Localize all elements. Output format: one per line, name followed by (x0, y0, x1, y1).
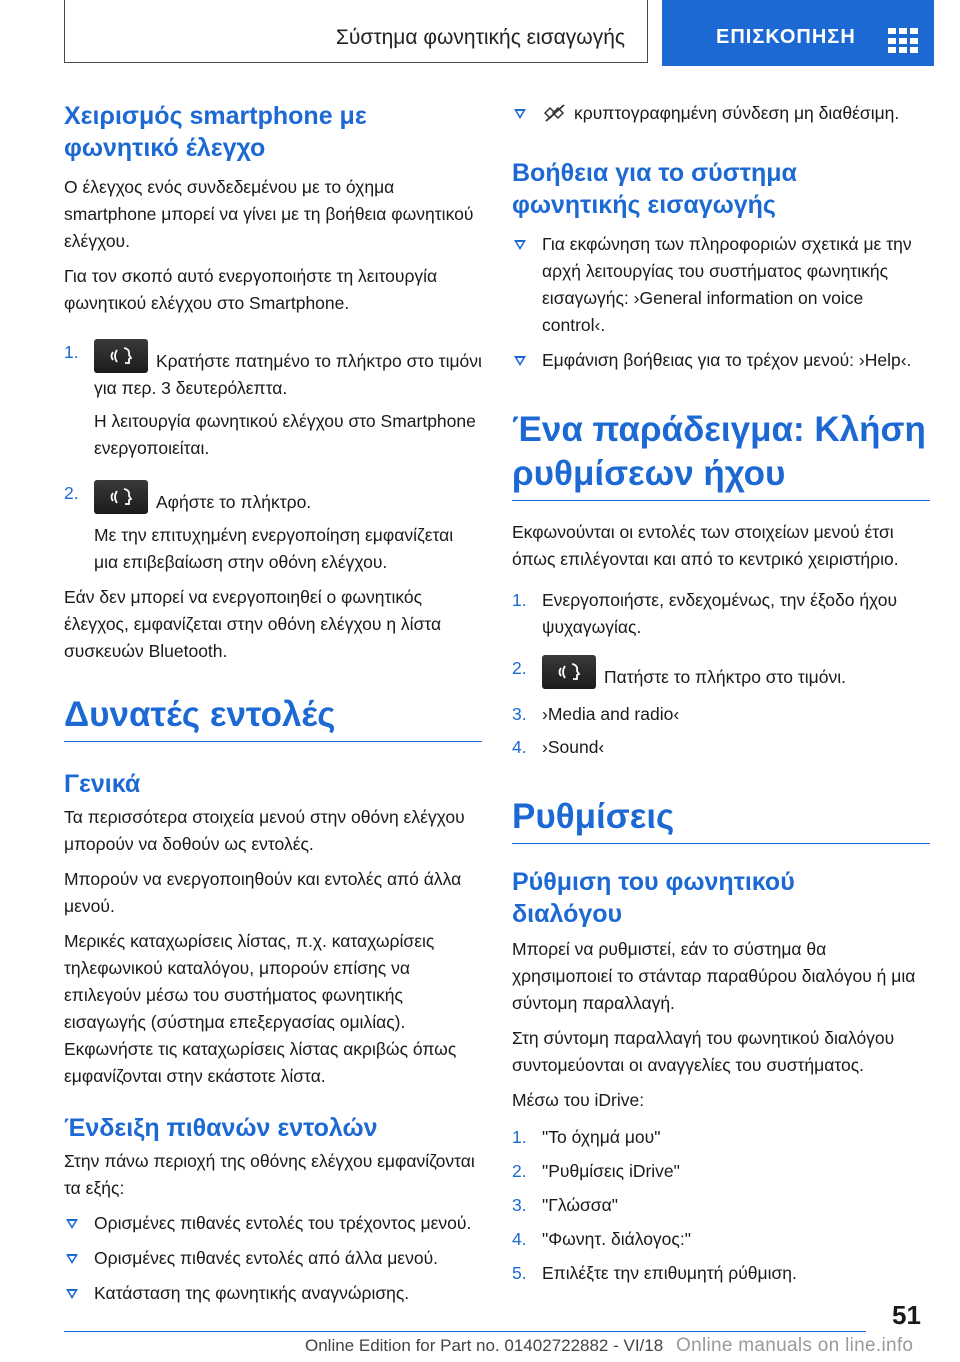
dialog-setting-text-1: Μπορεί να ρυθμιστεί, εάν το σύστημα θα χρησιμοποιεί το στάνταρ παραθύρου διαλόγου ή μια σύντομη παραλλαγή. (512, 939, 916, 1013)
list-item (512, 587, 930, 641)
voice-control-button-icon (94, 339, 148, 373)
smartphone-heading: Χειρισμός smartphone με φωνητικό έλεγχο (64, 102, 367, 162)
section-title: Σύστημα φωνητικής εισαγωγής (335, 26, 625, 49)
dialog-setting-text-2: Στη σύντομη παραλλαγή του φωνητικού διαλόγου συντομεύονται οι αναγγελίες του συστήματος. (512, 1028, 895, 1075)
help-list (512, 231, 930, 374)
step-text: ›Media and radio‹ (542, 704, 680, 724)
bullet-triangle-icon (66, 1289, 78, 1299)
bullet-triangle-icon (514, 240, 526, 250)
encryption-list (512, 100, 930, 131)
bullet-triangle-icon (514, 109, 526, 119)
overview-tab[interactable] (662, 0, 934, 66)
list-item (512, 100, 930, 131)
edition-text: Online Edition for Part no. 01402722882 - VI/18 (305, 1336, 664, 1355)
step-text: "Το όχημά μου" (542, 1127, 661, 1147)
settings-steps (512, 1124, 930, 1287)
step-number: 3. (512, 1195, 527, 1215)
step-number: 2. (64, 483, 79, 503)
page-number: 51 (892, 1300, 921, 1330)
settings-heading: Ρυθμίσεις (512, 795, 930, 844)
list-item (64, 1210, 482, 1237)
general-heading: Γενικά (64, 770, 141, 798)
possible-commands-display-heading: Ένδειξη πιθανών εντολών (64, 1114, 378, 1142)
bullet-text: Κατάσταση της φωνητικής αναγνώρισης. (94, 1283, 410, 1303)
left-column (64, 100, 482, 1307)
step-text: Επιλέξτε την επιθυμητή ρύθμιση. (542, 1263, 797, 1283)
footer-divider (64, 1331, 866, 1332)
possible-commands-display-text: Στην πάνω περιοχή της οθόνης ελέγχου εμφανίζονται τα εξής: (64, 1151, 475, 1198)
right-column (512, 100, 930, 1287)
overview-tab-label: ΕΠΙΣΚΟΠΗΣΗ (716, 26, 856, 48)
list-item (512, 1226, 930, 1253)
section-header-box (64, 0, 648, 63)
bullet-text: Εμφάνιση βοήθειας για το τρέχον μενού: ›Help‹. (542, 350, 912, 370)
unencrypted-connection-icon (542, 103, 568, 131)
example-steps (512, 587, 930, 761)
general-text-1: Τα περισσότερα στοιχεία μενού στην οθόνη ελέγχου μπορούν να δοθούν ως εντολές. (64, 807, 465, 854)
list-item (512, 1260, 930, 1287)
bullet-triangle-icon (66, 1254, 78, 1264)
list-item (512, 734, 930, 761)
voice-control-button-icon (542, 655, 596, 689)
step-number: 2. (512, 658, 527, 678)
step-text: ›Sound‹ (542, 737, 605, 757)
step-result: Η λειτουργία φωνητικού ελέγχου στο Smartphone ενεργοποιείται. (94, 411, 476, 458)
page-header (0, 0, 960, 66)
list-item (512, 655, 930, 691)
list-item (64, 480, 482, 576)
example-text: Εκφωνούνται οι εντολές των στοιχείων μενού έτσι όπως επιλέγονται και από το κεντρικό χειριστήριο. (512, 522, 899, 569)
list-item (512, 1158, 930, 1185)
encryption-text: κρυπτογραφημένη σύνδεση μη διαθέσιμη. (574, 103, 900, 123)
watermark: Online manuals on line.info (676, 1335, 914, 1356)
general-text-2: Μπορούν να ενεργοποιηθούν και εντολές από άλλα μενού. (64, 869, 462, 916)
help-heading: Βοήθεια για το σύστημα φωνητικής εισαγωγής (512, 159, 797, 219)
smartphone-activate: Για τον σκοπό αυτό ενεργοποιήστε τη λειτουργία φωνητικού ελέγχου στο Smartphone. (64, 266, 438, 313)
bullet-triangle-icon (514, 356, 526, 366)
list-item (512, 1124, 930, 1151)
list-item (512, 347, 930, 374)
general-text-3: Μερικές καταχωρίσεις λίστας, π.χ. καταχωρίσεις τηλεφωνικού καταλόγου, μπορούν επίσης να επιλεγούν μέσω του συστήματος φωνητικής εισαγωγής (σύστημα επεξεργασίας ομιλίας). Εκφωνήστε τις καταχωρίσεις λίστας ακριβώς όπως εμφανίζονται στην εκάστοτε λίστα. (64, 931, 457, 1086)
grid-icon (888, 28, 918, 54)
step-number: 3. (512, 704, 527, 724)
smartphone-steps (64, 339, 482, 576)
list-item (64, 339, 482, 462)
step-result: Με την επιτυχημένη ενεργοποίηση εμφανίζεται μια επιβεβαίωση στην οθόνη ελέγχου. (94, 525, 454, 572)
list-item (512, 1192, 930, 1219)
step-number: 2. (512, 1161, 527, 1181)
bullet-triangle-icon (66, 1219, 78, 1229)
step-text: "Γλώσσα" (542, 1195, 618, 1215)
bluetooth-fallback-text: Εάν δεν μπορεί να ενεργοποιηθεί ο φωνητικός έλεγχος, εμφανίζεται στην οθόνη ελέγχου η λίστα συσκευών Bluetooth. (64, 587, 442, 661)
smartphone-intro: Ο έλεγχος ενός συνδεδεμένου με το όχημα smartphone μπορεί να γίνει με τη βοήθεια φωνητικού ελέγχου. (64, 177, 474, 251)
list-item (512, 701, 930, 728)
step-number: 4. (512, 1229, 527, 1249)
list-item (64, 1245, 482, 1272)
step-number: 5. (512, 1263, 527, 1283)
step-number: 4. (512, 737, 527, 757)
possible-commands-list (64, 1210, 482, 1307)
bullet-text: Ορισμένες πιθανές εντολές του τρέχοντος μενού. (94, 1213, 472, 1233)
bullet-text: Ορισμένες πιθανές εντολές από άλλα μενού. (94, 1248, 439, 1268)
step-number: 1. (512, 1127, 527, 1147)
dialog-setting-heading: Ρύθμιση του φωνητικού διαλόγου (512, 868, 795, 928)
step-text: Κρατήστε πατημένο το πλήκτρο στο τιμόνι για περ. 3 δευτερόλεπτα. (94, 351, 482, 398)
possible-commands-heading: Δυνατές εντολές (64, 693, 482, 742)
step-text: Αφήστε το πλήκτρο. (156, 492, 312, 512)
step-text: "Ρυθμίσεις iDrive" (542, 1161, 680, 1181)
bullet-text: Για εκφώνηση των πληροφοριών σχετικά με την αρχή λειτουργίας του συστήματος φωνητικής εισαγωγής: ›General information on voice control‹. (542, 234, 912, 335)
list-item (512, 231, 930, 339)
step-text: Ενεργοποιήστε, ενδεχομένως, την έξοδο ήχου ψυχαγωγίας. (542, 590, 898, 637)
step-text: Πατήστε το πλήκτρο στο τιμόνι. (604, 667, 846, 687)
step-number: 1. (512, 590, 527, 610)
list-item (64, 1280, 482, 1307)
voice-control-button-icon (94, 480, 148, 514)
idrive-path-intro: Μέσω του iDrive: (512, 1090, 645, 1110)
example-heading: Ένα παράδειγμα: Κλήση ρυθμίσεων ήχου (512, 408, 930, 501)
step-number: 1. (64, 342, 79, 362)
step-text: "Φωνητ. διάλογος:" (542, 1229, 691, 1249)
